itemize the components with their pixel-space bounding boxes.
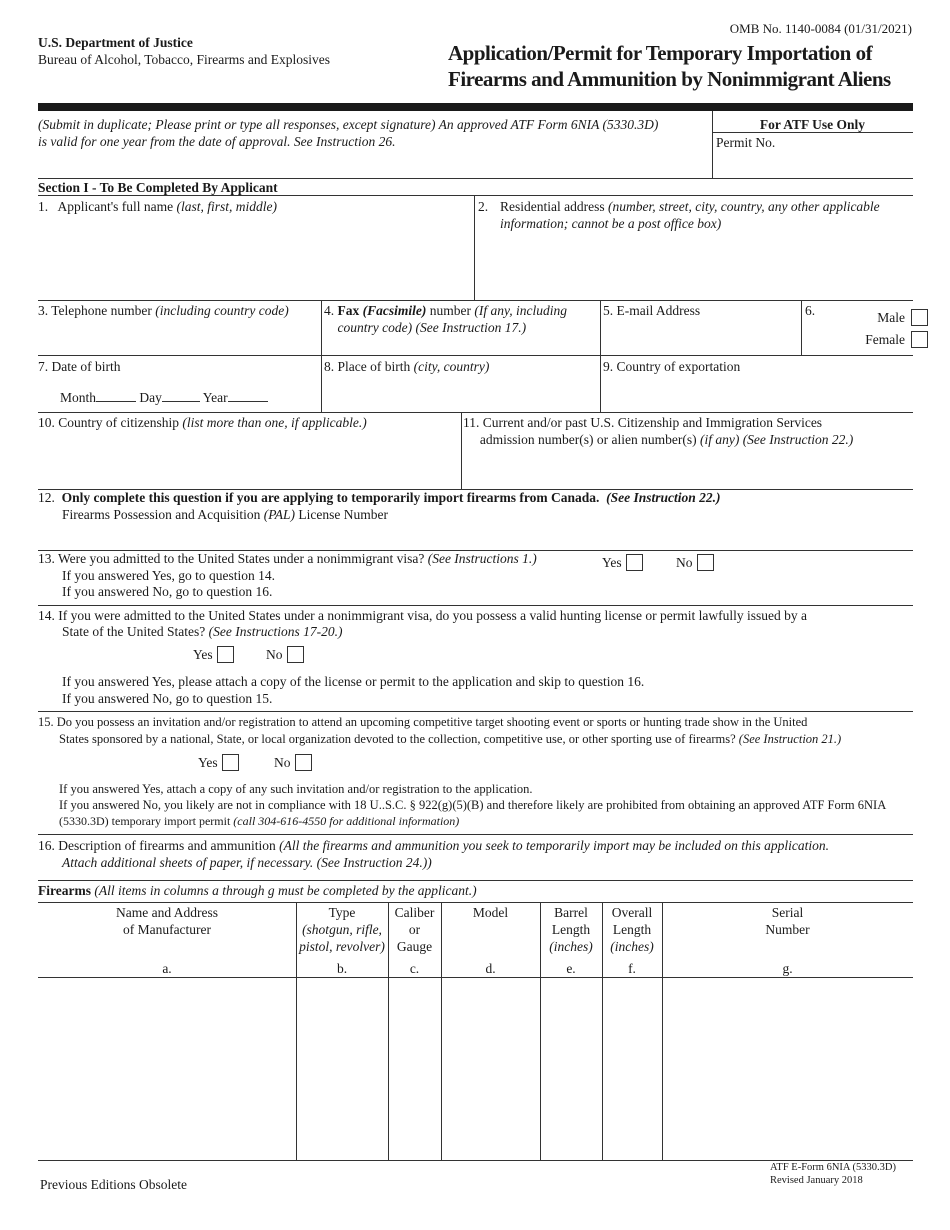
divider: [38, 605, 913, 606]
date-of-birth-fields: [60, 389, 268, 406]
firearms-entry-cell[interactable]: [664, 980, 911, 1158]
q15-yes-option: [198, 754, 239, 771]
q4-label: [324, 302, 596, 336]
q13-yes-option: [602, 554, 643, 571]
column-header-line: Caliber: [394, 905, 435, 920]
divider: [38, 977, 913, 978]
q12-line2: [62, 506, 388, 523]
month-field[interactable]: [96, 389, 136, 402]
divider: [461, 412, 462, 489]
intro-text-line2: is valid for one year from the date of approval. See Instruction 26.: [38, 134, 396, 149]
atf-use-only-label: For ATF Use Only: [759, 117, 866, 132]
q15-yes-checkbox[interactable]: [222, 754, 239, 771]
q1-label: [38, 198, 277, 215]
q9-label: 9. Country of exportation: [603, 359, 741, 374]
column-header-line: Type: [328, 905, 356, 920]
day-field[interactable]: [162, 389, 200, 402]
divider: [540, 902, 541, 1160]
q4-hint: (If any, including: [474, 303, 567, 318]
firearms-entry-cell[interactable]: [542, 980, 600, 1158]
q12-text: Firearms Possession and Acquisition: [62, 507, 261, 522]
section1-heading: Section I - To Be Completed By Applicant: [38, 180, 278, 195]
divider: [474, 195, 475, 300]
q14-no-checkbox[interactable]: [287, 646, 304, 663]
q8-text: 8. Place of birth: [324, 359, 411, 374]
q2-text: Residential address: [500, 199, 605, 214]
q4-text-bold: Fax: [337, 303, 360, 318]
firearms-column-header: [388, 904, 441, 955]
q15-no-label: No: [274, 754, 291, 770]
q12-text: License Number: [298, 507, 388, 522]
q13-hint: (See Instructions 1.): [427, 551, 537, 566]
q13-text: 13. Were you admitted to the United States under a nonimmigrant visa?: [38, 551, 425, 566]
divider: [38, 412, 913, 413]
q7-label: 7. Date of birth: [38, 359, 121, 374]
firearms-entry-cell[interactable]: [390, 980, 439, 1158]
place-of-birth-field[interactable]: [325, 378, 595, 408]
column-letter: e.: [566, 961, 576, 976]
q14-line2: [62, 623, 342, 640]
female-label: Female: [865, 331, 905, 347]
q8-hint: (city, country): [413, 359, 490, 374]
column-header-line: Length: [612, 922, 652, 937]
column-header-line: [38, 938, 296, 955]
q10-text: 10. Country of citizenship: [38, 415, 179, 430]
q14-no-option: [266, 646, 304, 663]
q16-text: 16. Description of firearms and ammunition: [38, 838, 276, 853]
q15-text: (5330.3D) temporary import permit: [59, 814, 231, 828]
q16-hint: (All the firearms and ammunition you seek to temporarily import may be included on this application.: [279, 838, 830, 853]
q10-hint: (list more than one, if applicable.): [182, 415, 367, 430]
q14-yes-option: [193, 646, 234, 663]
q15-hint: (call 304-616-4550 for additional information): [233, 814, 460, 828]
q14-no-label: No: [266, 646, 283, 662]
firearms-entry-cell[interactable]: [298, 980, 386, 1158]
divider: [388, 902, 389, 1160]
firearms-hint: (All items in columns a through g must be completed by the applicant.): [94, 883, 477, 898]
column-header-line: or: [408, 922, 421, 937]
firearms-title: Firearms: [38, 883, 91, 898]
q15-instruction-no: If you answered No, you likely are not in compliance with 18 U..S.C. § 922(g)(5)(B) and therefore likely are prohibited from obtaining an approved ATF Form 6NIA: [59, 798, 887, 812]
firearms-entry-cell[interactable]: [604, 980, 660, 1158]
q11-label: [463, 414, 908, 448]
q15-line5: [59, 813, 459, 830]
q14-yes-checkbox[interactable]: [217, 646, 234, 663]
column-header-line: [441, 938, 540, 955]
column-header-line: of Manufacturer: [122, 922, 212, 937]
revised-date: Revised January 2018: [770, 1175, 863, 1186]
q13-no-label: No: [676, 554, 693, 570]
divider: [600, 300, 601, 412]
q13-instruction-yes: If you answered Yes, go to question 14.: [62, 568, 275, 583]
column-header-line: Barrel: [554, 905, 588, 920]
q14-text: 14. If you were admitted to the United States under a nonimmigrant visa, do you possess a valid hunting license or permit lawfully issued by a: [38, 608, 807, 623]
column-letter: f.: [628, 961, 636, 976]
q2-number: 2.: [478, 199, 489, 214]
firearms-label: [38, 882, 477, 899]
q14-instruction-no: If you answered No, go to question 15.: [62, 691, 273, 706]
citizenship-field[interactable]: [40, 434, 455, 484]
pal-license-field[interactable]: [62, 524, 907, 548]
q10-label: [38, 414, 367, 431]
header-rule: [38, 103, 913, 111]
q13-yes-label: Yes: [602, 554, 622, 570]
column-header-line: Serial: [771, 905, 804, 920]
firearms-entry-cell[interactable]: [443, 980, 538, 1158]
bureau-name: Bureau of Alcohol, Tobacco, Firearms and Explosives: [38, 52, 330, 67]
q13-no-option: [676, 554, 714, 571]
q15-yes-label: Yes: [198, 754, 218, 770]
column-header-line: Length: [551, 922, 591, 937]
q14-instruction-yes: If you answered Yes, please attach a copy of the license or permit to the application and skip to question 16.: [62, 674, 645, 689]
q6-number: 6.: [805, 303, 816, 318]
q4-number: 4.: [324, 303, 335, 318]
firearms-column-header: [662, 904, 913, 955]
q15-instruction-yes: If you answered Yes, attach a copy of any such invitation and/or registration to the application.: [59, 782, 533, 796]
q2-hint: information; cannot be a post office box): [500, 216, 722, 231]
q2-label: [500, 198, 910, 232]
column-letter: d.: [485, 961, 496, 976]
divider: [38, 902, 913, 903]
q13-yes-checkbox[interactable]: [626, 554, 643, 571]
month-label: Month: [60, 390, 97, 405]
q1-text: Applicant's full name: [57, 199, 174, 214]
female-checkbox[interactable]: [911, 331, 928, 348]
q12-number: 12.: [38, 490, 55, 505]
column-header-line: Overall: [611, 905, 653, 920]
q13-no-checkbox[interactable]: [697, 554, 714, 571]
q12-text-bold: Only complete this question if you are applying to temporarily import firearms from Canada.: [61, 490, 600, 505]
column-header-line: [441, 921, 540, 938]
q3-label: [38, 302, 289, 319]
divider: [441, 902, 442, 1160]
q12-hint: (See Instruction 22.): [606, 490, 721, 505]
year-label: Year: [202, 390, 228, 405]
q3-text: 3. Telephone number: [38, 303, 152, 318]
q3-hint: (including country code): [155, 303, 289, 318]
column-header-line: Name and Address: [116, 905, 218, 920]
firearms-column-header: [441, 904, 540, 955]
divider: [38, 195, 913, 196]
q15-text: 15. Do you possess an invitation and/or registration to attend an upcoming competitive target shooting event or sports or hunting trade show in the United: [38, 715, 808, 729]
firearms-column-header: [602, 904, 662, 955]
q4-hint: country code) (See Instruction 17.): [337, 320, 527, 335]
q1-hint: (last, first, middle): [176, 199, 278, 214]
previous-editions-note: Previous Editions Obsolete: [40, 1177, 187, 1192]
column-header-line: Gauge: [396, 939, 433, 954]
full-name-field[interactable]: [40, 218, 470, 298]
q15-no-option: [274, 754, 312, 771]
divider: [712, 132, 913, 133]
q2-hint: (number, street, city, country, any other applicable: [607, 199, 880, 214]
divider: [38, 300, 913, 301]
q13-instruction-no: If you answered No, go to question 16.: [62, 584, 273, 599]
q11-text: 11. Current and/or past U.S. Citizenship and Immigration Services: [463, 415, 823, 430]
form-title-line1: Application/Permit for Temporary Importation of: [448, 41, 873, 65]
firearms-entry-cell[interactable]: [40, 980, 294, 1158]
column-letter: g.: [782, 961, 793, 976]
q15-line2: [59, 731, 841, 748]
column-header-line: pistol, revolver): [299, 939, 385, 954]
q12-text-italic: (PAL): [263, 507, 296, 522]
email-field[interactable]: [604, 322, 796, 352]
q12-label: [38, 489, 721, 506]
q8-label: [324, 358, 489, 375]
q1-number: 1.: [38, 199, 49, 214]
male-checkbox[interactable]: [911, 309, 928, 326]
female-option: [865, 331, 928, 348]
column-header-line: Number: [765, 922, 810, 937]
q13-label: [38, 550, 537, 567]
divider: [38, 880, 913, 881]
column-header-line: [662, 938, 913, 955]
divider: [801, 300, 802, 355]
year-field[interactable]: [228, 389, 268, 402]
form-title: [448, 40, 891, 92]
q4-text-bolditalic: (Facsimile): [362, 303, 427, 318]
column-letter: c.: [409, 961, 420, 976]
q5-label: 5. E-mail Address: [603, 303, 701, 318]
firearms-column-header: [296, 904, 388, 955]
q15-no-checkbox[interactable]: [295, 754, 312, 771]
permit-no-label: Permit No.: [716, 135, 776, 150]
divider: [38, 711, 913, 712]
male-option: [877, 309, 928, 326]
q11-text: admission number(s) or alien number(s): [479, 432, 697, 447]
column-header-line: Model: [472, 905, 509, 920]
divider: [38, 834, 913, 835]
q14-text: State of the United States?: [62, 624, 206, 639]
divider: [321, 300, 322, 412]
q15-text: States sponsored by a national, State, or local organization devoted to the collection, competitive use, or other sporting use of firearms?: [59, 732, 736, 746]
q15-hint: (See Instruction 21.): [738, 732, 842, 746]
male-label: Male: [877, 309, 905, 325]
column-letter: a.: [162, 961, 172, 976]
column-header-line: (inches): [610, 939, 654, 954]
q11-hint: (if any) (See Instruction 22.): [699, 432, 854, 447]
q16-label: [38, 837, 829, 854]
column-header-line: (shotgun, rifle,: [302, 922, 382, 937]
divider: [662, 902, 663, 1160]
q4-text: number: [429, 303, 471, 318]
admission-number-field[interactable]: [464, 452, 909, 486]
department-name: U.S. Department of Justice: [38, 35, 193, 50]
divider: [602, 902, 603, 1160]
intro-text-line1: (Submit in duplicate; Please print or type all responses, except signature) An approved ATF Form 6NIA (5330.3D): [38, 117, 659, 132]
q14-hint: (See Instructions 17-20.): [208, 624, 343, 639]
omb-number: OMB No. 1140-0084 (01/31/2021): [729, 21, 912, 36]
form-title-line2: Firearms and Ammunition by Nonimmigrant Aliens: [448, 67, 891, 91]
day-label: Day: [139, 390, 162, 405]
divider: [296, 902, 297, 1160]
q16-hint-line2: Attach additional sheets of paper, if necessary. (See Instruction 24.)): [62, 855, 432, 870]
firearms-column-header: [38, 904, 296, 955]
residential-address-field[interactable]: [478, 235, 910, 297]
column-letter: b.: [336, 961, 348, 976]
telephone-field[interactable]: [40, 322, 318, 352]
firearms-column-header: [540, 904, 602, 955]
q14-yes-label: Yes: [193, 646, 213, 662]
column-header-line: (inches): [549, 939, 593, 954]
divider: [38, 355, 913, 356]
country-of-exportation-field[interactable]: [604, 378, 909, 408]
form-id: ATF E-Form 6NIA (5330.3D): [770, 1162, 896, 1173]
